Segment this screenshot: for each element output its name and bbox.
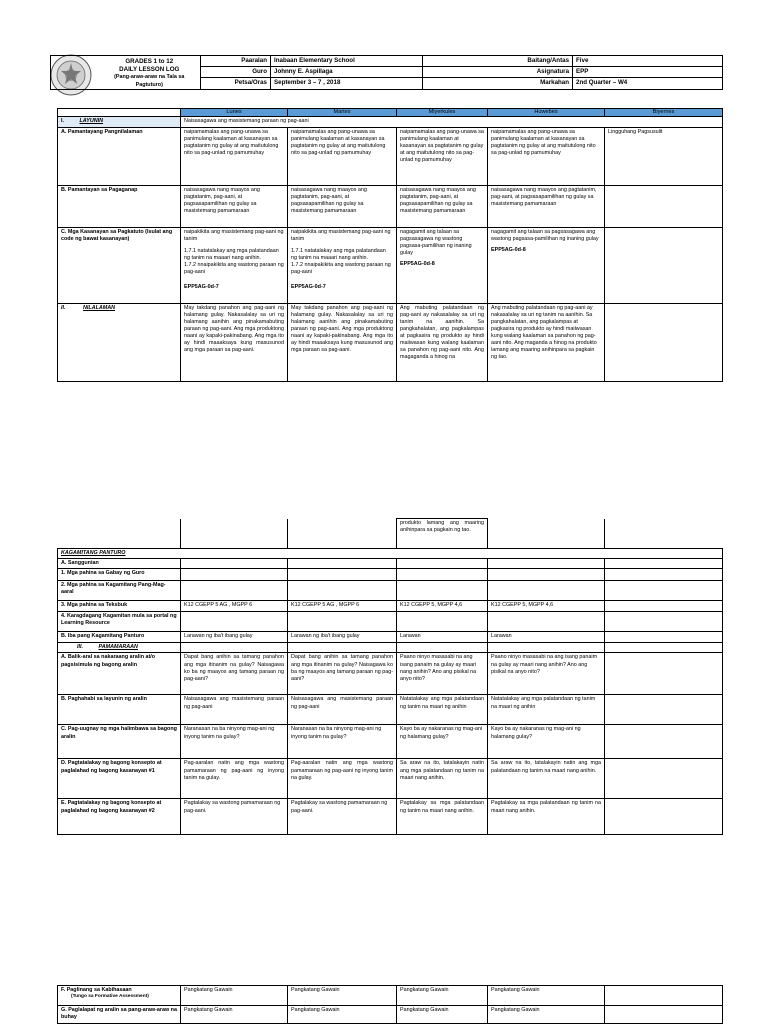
pb-cell-thu: Natatalakay ang mga palatandaan ng tanim na maari ng anihin bbox=[488, 695, 605, 725]
pe-cell-thu: Pagtalakay sa mga palatandaan ng tanim na maari nang anihin. bbox=[488, 799, 605, 835]
pb-cell-fri bbox=[605, 695, 723, 725]
layunin-heading bbox=[58, 117, 181, 127]
lesson-table-page2 bbox=[57, 518, 723, 835]
c-tue-item2: 1.7.2 nnaipakikita ang wastong paraan ng pag-aani bbox=[291, 262, 391, 276]
iba-pang-kagamitan-label: B. Iba pang Kagamitang Panturo bbox=[58, 632, 181, 643]
b-cell-tue: naisasagawa nang maayos ang pagtatanim, pag-aani, at pagsasapamilihan ng gulay sa masistemang pamamaraan bbox=[288, 185, 397, 227]
day-martes: Martes bbox=[288, 109, 397, 117]
gabay-guro-label: 1. Mga pahina sa Gabay ng Guro bbox=[58, 569, 181, 581]
nil-cell-thu: Ang mabuting palatandaan ng pag-aani ay nakasalalay sa uri ng tanim na aanihin. Sa pangkahalatan, ang pagkalampas at pagkasira ng produkto ay hindi maiiwasan kung walang kaalaman sa panahon ng pag-aani nito. Ang maganda a hinog na produkto lamang ang maaring anihinpara sa pagkain ng tao. bbox=[488, 303, 605, 381]
a3-cell-mon: K12 CGEPP 5 AG , MGPP 6 bbox=[181, 601, 288, 612]
kagamitang-label: KAGAMITANG PANTURO bbox=[61, 550, 126, 556]
c-mon-item2: 1.7.2 nnaipakikita ang wastong paraan ng pag-aani bbox=[184, 262, 284, 276]
nilalaman-heading bbox=[58, 303, 181, 381]
pd-cell-fri bbox=[605, 759, 723, 799]
c-thu-code: EPP5AG-0d-8 bbox=[491, 246, 526, 253]
pe-cell-mon: Pagtalakay sa wastong pamamaraan ng pag-aani. bbox=[181, 799, 288, 835]
pe-cell-fri bbox=[605, 799, 723, 835]
paglinang-heading bbox=[58, 986, 181, 1006]
c-tue-intro: naipakikita ang masistemang pag-aani ng tanim bbox=[291, 228, 391, 242]
lesson-table-page3 bbox=[57, 985, 723, 1024]
nil-cell-fri bbox=[605, 303, 723, 381]
markahan-label: Markahan bbox=[423, 78, 573, 89]
a3-cell-tue: K12 CGEPP 5 AG , MGPP 6 bbox=[288, 601, 397, 612]
b2-cell-thu: Larawan bbox=[488, 632, 605, 643]
lesson-table-page1 bbox=[57, 108, 723, 382]
paglinang-sub: (Tungo sa Formative Assessment) bbox=[71, 994, 149, 1000]
balik-aral-label: A. Balik-aral sa nakaraang aralin at/o pagsisimula ng bagong aralin bbox=[58, 653, 181, 695]
a3-cell-fri bbox=[605, 601, 723, 612]
log-subtitle: (Pang-araw-araw na Tala sa Pagtuturo) bbox=[114, 74, 185, 88]
layunin-label: LAYUNIN bbox=[79, 118, 104, 125]
a-cell-mon: naipamamalas ang pang-unawa sa panimulang kaalaman at kasanayan sa pagtatanim ng gulay at ang maitutulong nito sa pag-unlad ng pamumuhay bbox=[181, 127, 288, 185]
pc-cell-tue: Naranasan na ba ninyong mag-ani ng inyong tanim na gulay? bbox=[288, 725, 397, 759]
pamantayan-sa-pagaganap-label: B. Pamantayan sa Pagaganap bbox=[58, 185, 181, 227]
nil-cell-mon: May takdang panahon ang pag-aani ng halamang gulay. Nakasalalay sa uri ng halamang aanihin ang pinakamabuting paraan ng pag-aani. Ang mga produktong naani ay kapaki-pakinabang. Ang mga ito ay hindi maaaksaya kung masusunod ang mga paraan sa pag-aani. bbox=[181, 303, 288, 381]
pc-cell-mon: Naranasan na ba ninyong mag-ani ng inyong tanim na gulay? bbox=[181, 725, 288, 759]
pamamaraan-label: PAMAMARAAN bbox=[98, 644, 138, 651]
paaralan-label: Paaralan bbox=[201, 56, 271, 67]
pc-cell-wed: Kayo ba ay nakaranas ng mag-ani ng halamang gulay? bbox=[397, 725, 488, 759]
nil-cell-tue: May takdang panahon ang pag-aani ng halamang gulay. Nakasalalay sa uri ng halamang aanihin ang pinakamabuting paraan ng pag-aani. Ang mga produktong naani ay kapaki-pakinabang. Ang mga ito ay hindi maaaksaya kung masusunod ang mga paraan sa pag-aani. bbox=[288, 303, 397, 381]
a-cell-tue: naipamamalas ang pang-unawa sa panimulang kaalaman at kasanayan sa pagtatanim ng gulay at ang maitutulong nito sa pag-unlad ng pamumuhay bbox=[288, 127, 397, 185]
pe-cell-wed: Pagtalakay sa mga palatandaan ng tanim na maari nang anihin. bbox=[397, 799, 488, 835]
day-lunes: Lunes bbox=[181, 109, 288, 117]
b2-cell-wed: Larawan bbox=[397, 632, 488, 643]
header-table bbox=[50, 55, 723, 90]
pamantayang-pangnilalaman-label: A. Pamantayang Pangnilalaman bbox=[58, 127, 181, 185]
pd-cell-mon: Pag-aaralan natin ang mga wastong pamamaraan ng pag-aani ng inyong tanim na gulay. bbox=[181, 759, 288, 799]
c-thu-intro: nagagamit ang talaan sa pagsasagawa ang wastong pagsasa-pamilihan ng inaning gulay bbox=[491, 228, 599, 242]
asignatura-value: EPP bbox=[573, 67, 723, 78]
sanggunian-label: A. Sanggunian bbox=[58, 559, 181, 569]
pg-cell-wed: Pangkatang Gawain bbox=[397, 1006, 488, 1024]
guro-value: Johnny E. Aspillaga bbox=[271, 67, 423, 78]
paaralan-value: Inabaan Elementary School bbox=[271, 56, 423, 67]
b2-cell-tue: Larawan ng iba't ibang gulay bbox=[288, 632, 397, 643]
karagdagang-kagamitan-label: 4. Karagdagang Kagamitan mula sa portal ng Learning Resource bbox=[58, 612, 181, 632]
c-tue-code: EPP5AG-0d-7 bbox=[291, 284, 326, 291]
c-cell-tue bbox=[288, 227, 397, 303]
pagtatalakay-1-label: D. Pagtatalakay ng bagong konsepto at paglalahad ng bagong kasanayan #1 bbox=[58, 759, 181, 799]
nil-cont-wed: produkto lamang ang maaring anihinpara sa pagkain ng tao. bbox=[397, 519, 488, 549]
pb-cell-tue: Naisasagawa ang masistemang paraan ng pag-aani bbox=[288, 695, 397, 725]
b-cell-wed: naisasagawa nang maayos ang pagtatanim, pag-aani, at pagsasapamilihan ng gulay sa masistemang pamamaraan bbox=[397, 185, 488, 227]
kagamitang-mag-aaral-label: 2. Mga pahina sa Kagamitang Pang-Mag-aaral bbox=[58, 581, 181, 601]
pb-cell-mon: Naisasagawa ang masistemang paraan ng pag-aani bbox=[181, 695, 288, 725]
layunin-num: I. bbox=[61, 118, 64, 125]
kasanayan-label: C. Mga Kasanayan sa Pagkatuto (Isulat ang code ng bawat kasanayan) bbox=[58, 227, 181, 303]
day-huwebes: Huwebes bbox=[488, 109, 605, 117]
pagtatalakay-2-label: E. Pagtatalakay ng bagong konsepto at paglalahad ng bagong kasanayan #2 bbox=[58, 799, 181, 835]
pf-cell-thu: Pangkatang Gawain bbox=[488, 986, 605, 1006]
markahan-value: 2nd Quarter – W4 bbox=[573, 78, 723, 89]
pg-cell-tue: Pangkatang Gawain bbox=[288, 1006, 397, 1024]
c-cell-mon bbox=[181, 227, 288, 303]
nilalaman-label: NILALAMAN bbox=[83, 304, 116, 311]
baitang-label: Baitang/Antas bbox=[423, 56, 573, 67]
c-cell-fri bbox=[605, 227, 723, 303]
c-mon-code: EPP5AG-0d-7 bbox=[184, 284, 219, 291]
c-mon-intro: naipakikita ang masistemang pag-aani ng tanim bbox=[184, 228, 284, 242]
layunin-text: Naisasagawa ang masistemang paraan ng pag-aani bbox=[181, 117, 723, 127]
pe-cell-tue: Pagtalakay sa wastong pamamaraan ng pag-aani. bbox=[288, 799, 397, 835]
petsa-value: September 3 – 7 , 2018 bbox=[271, 78, 423, 89]
a-cell-wed: naipamamalas ang pang-unawa sa panimulang kaalaman at kasanayan sa pagtatanim ng gulay at ang maitutulong nito sa pag-unlad ng pamumuhay bbox=[397, 127, 488, 185]
a-cell-fri: Lingguhang Pagsusulit bbox=[605, 127, 723, 185]
pb-cell-wed: Natatalakay ang mga palatandaan ng tanim na maari ng anihin bbox=[397, 695, 488, 725]
pag-uugnay-label: C. Pag-uugnay ng mga halimbawa sa bagong aralin bbox=[58, 725, 181, 759]
paglalapat-label: G. Paglalapat ng aralin sa pang-araw-araw na buhay bbox=[58, 1006, 181, 1024]
pc-cell-thu: Kayo ba ay nakaranas ng mag-ani ng halamang gulay? bbox=[488, 725, 605, 759]
guro-label: Guro bbox=[201, 67, 271, 78]
pa-cell-mon: Dapat bang anihin sa tamang panahon ang mga itinanim na gulay? Naisagawa ko ba ng maayos ang tamang paraan ng pag-aani? bbox=[181, 653, 288, 695]
pf-cell-mon: Pangkatang Gawain bbox=[181, 986, 288, 1006]
day-miyerkules: Miyerkules bbox=[397, 109, 488, 117]
nilalaman-num: II. bbox=[61, 304, 66, 311]
pamamaraan-heading bbox=[58, 643, 181, 653]
paghahabi-label: B. Paghahabi sa layunin ng aralin bbox=[58, 695, 181, 725]
b-cell-mon: naisasagawa nang maayos ang pagtatanim, pag-aani, at pagsasapamilihan ng gulay sa masistemang pamamaraan bbox=[181, 185, 288, 227]
b2-cell-mon: Larawan ng iba't ibang gulay bbox=[181, 632, 288, 643]
log-title: DAILY LESSON LOG bbox=[119, 66, 180, 74]
petsa-label: Petsa/Oras bbox=[201, 78, 271, 89]
baitang-value: Five bbox=[573, 56, 723, 67]
c-wed-code: EPP5AG-0d-8 bbox=[400, 261, 435, 267]
grades-label: GRADES 1 to 12 bbox=[125, 58, 174, 65]
pg-cell-thu: Pangkatang Gawain bbox=[488, 1006, 605, 1024]
teksbuk-label: 3. Mga pahina sa Teksbuk bbox=[58, 601, 181, 612]
pa-cell-thu: Paano ninyo masasabi na ang isang panaim na gulay ay maari nang anihin? Ano ang pisikal na anyo nito? bbox=[488, 653, 605, 695]
pd-cell-tue: Pag-aaralan natin ang mga wastong pamamaraan ng pag-aani ng inyong tanim na gulay. bbox=[288, 759, 397, 799]
pf-cell-tue: Pangkatang Gawain bbox=[288, 986, 397, 1006]
c-mon-item1: 1.7.1 natatalakay ang mga palatandaan ng tanim na maaari nang anihin. bbox=[184, 247, 279, 261]
pg-cell-fri bbox=[605, 1006, 723, 1024]
a-cell-thu: naipamamalas ang pang-unawa sa panimulang kaalaman at kasanayan sa pagtatanim ng gulay at ang maitutulong nito sa pag-unlad ng pamumuhay bbox=[488, 127, 605, 185]
c-wed-intro: nagagamit ang talaan sa pagsasagawa ng wastong pagsasa-pamilihan ng inaning gulay bbox=[400, 228, 472, 256]
asignatura-label: Asignatura bbox=[423, 67, 573, 78]
day-biyernes: Biyernes bbox=[605, 109, 723, 117]
paglinang-label: F. Paglinang sa Kabihasaan bbox=[61, 987, 132, 993]
pg-cell-mon: Pangkatang Gawain bbox=[181, 1006, 288, 1024]
pa-cell-tue: Dapat bang anihin sa tamang panahon ang mga itinanim na gulay? Naisagawa ko ba ng maayos ang tamang paraan ng pag-aani? bbox=[288, 653, 397, 695]
pamamaraan-num: III. bbox=[77, 644, 83, 651]
pa-cell-fri bbox=[605, 653, 723, 695]
a3-cell-thu: K12 CGEPP 5, MGPP 4,6 bbox=[488, 601, 605, 612]
pd-cell-thu: Sa araw na ito, tatalakayin natin ang mga palatandaan ng tanim na maari nang anihin. bbox=[488, 759, 605, 799]
pa-cell-wed: Paano ninyo masasabi na ang isang panaim na gulay ay maari nang anihin? Ano ang pisikal na anyo nito? bbox=[397, 653, 488, 695]
c-tue-item1: 1.7.1 natatalakay ang mga palatandaan ng tanim na maaari nang anihin. bbox=[291, 247, 386, 261]
pf-cell-wed: Pangkatang Gawain bbox=[397, 986, 488, 1006]
a3-cell-wed: K12 CGEPP 5, MGPP 4,6 bbox=[397, 601, 488, 612]
pc-cell-fri bbox=[605, 725, 723, 759]
b-cell-thu: naisasagawa nang maayos ang pagtatanim, pag-aani, at pagsasapamilihan ng gulay sa masistemang pamamaraan bbox=[488, 185, 605, 227]
c-cell-wed bbox=[397, 227, 488, 303]
b2-cell-fri bbox=[605, 632, 723, 643]
b-cell-fri bbox=[605, 185, 723, 227]
pf-cell-fri bbox=[605, 986, 723, 1006]
pd-cell-wed: Sa araw na ito, tatalakayin natin ang mga palatandaan ng tanim na maari nang anihin. bbox=[397, 759, 488, 799]
c-cell-thu bbox=[488, 227, 605, 303]
nil-cell-wed: Ang mabuting palatandaan ng pag-aani ay nakasalalay sa uri ng tanim na aanihin. Sa pangkahalatan, ang pagkalampas at pagkasira ng produkto ay hindi maiiwasan kung walang kaalaman sa panahon ng pag-aani nito. Ang magaganda a hinog na bbox=[397, 303, 488, 381]
